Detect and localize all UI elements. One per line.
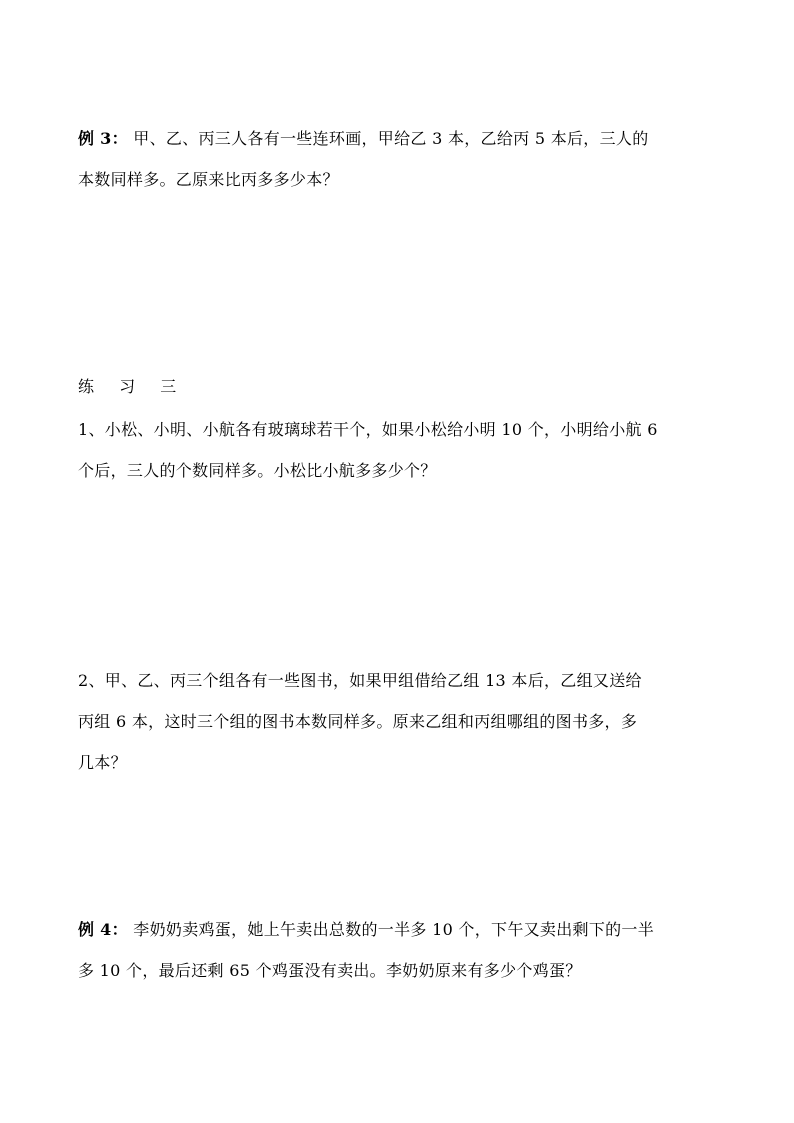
question-1-line-1: 1、小松、小明、小航各有玻璃球若干个，如果小松给小明 10 个，小明给小航 6 (78, 420, 658, 439)
heading-char-1: 练 (78, 377, 95, 396)
question-2-line-3: 几本？ (78, 753, 127, 772)
heading-char-2: 习 (119, 377, 136, 396)
example-4-line-2: 多 10 个，最后还剩 65 个鸡蛋没有卖出。李奶奶原来有多少个鸡蛋？ (78, 961, 582, 980)
example-4-line-1 (78, 909, 726, 950)
practice-3-heading (78, 366, 726, 407)
example-4 (78, 909, 726, 991)
practice-question-2 (78, 660, 726, 783)
heading-char-3: 三 (160, 377, 177, 396)
question-2-line-2: 丙组 6 本，这时三个组的图书本数同样多。原来乙组和丙组哪组的图书多，多 (78, 712, 638, 731)
example-3-line-1 (78, 118, 726, 159)
example-3-line-2: 本数同样多。乙原来比丙多多少本？ (78, 170, 339, 189)
example-3-text-1: 甲、乙、丙三人各有一些连环画，甲给乙 3 本，乙给丙 5 本后，三人的 (133, 129, 649, 148)
practice-question-1 (78, 409, 726, 491)
question-2-line-1: 2、甲、乙、丙三个组各有一些图书，如果甲组借给乙组 13 本后，乙组又送给 (78, 671, 642, 690)
example-3 (78, 118, 726, 200)
example-4-label: 例 4： (78, 920, 128, 939)
example-3-label: 例 3： (78, 129, 128, 148)
example-4-text-1: 李奶奶卖鸡蛋，她上午卖出总数的一半多 10 个，下午又卖出剩下的一半 (133, 920, 655, 939)
question-1-line-2: 个后，三人的个数同样多。小松比小航多多少个？ (78, 461, 437, 480)
